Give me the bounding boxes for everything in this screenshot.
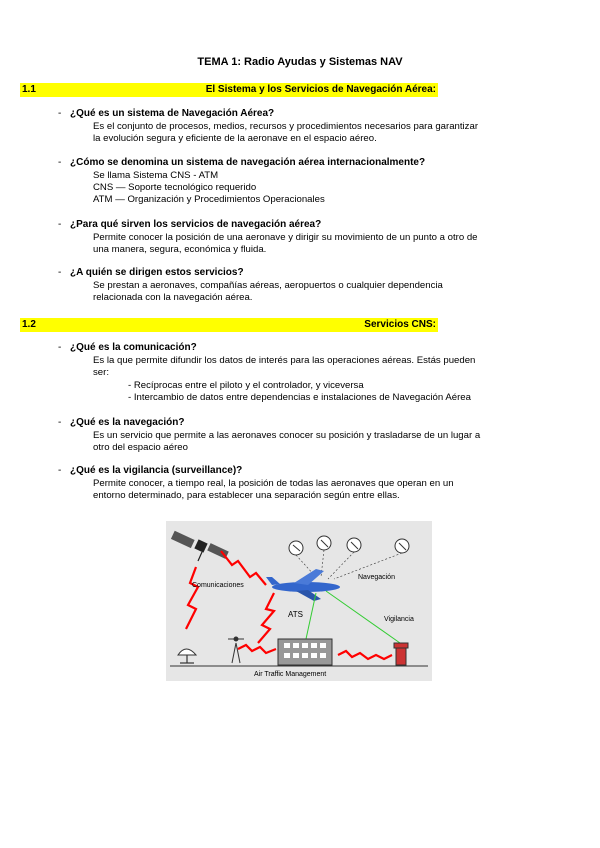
answer-line: Permite conocer la posición de una aeronave y dirigir su movimiento de un punto a otro de bbox=[93, 232, 478, 243]
answer-block bbox=[93, 280, 548, 304]
question-text: ¿Qué es la comunicación? bbox=[70, 342, 197, 353]
bullet-dash: - bbox=[58, 465, 62, 476]
sub-item: - Intercambio de datos entre dependencias e instalaciones de Navegación Aérea bbox=[128, 392, 471, 403]
cns-atm-diagram bbox=[166, 521, 432, 681]
answer-line: Permite conocer, a tiempo real, la posición de todas las aeronaves que operan en un bbox=[93, 478, 454, 489]
surveillance-label: Vigilancia bbox=[384, 616, 414, 623]
ats-label: ATS bbox=[288, 610, 303, 619]
answer-line: ATM — Organización y Procedimientos Operacionales bbox=[93, 194, 325, 205]
bullet-dash: - bbox=[58, 108, 62, 119]
answer-line: Se prestan a aeronaves, compañías aéreas, aeropuertos o cualquier dependencia bbox=[93, 280, 443, 291]
answer-line: Es la que permite difundir los datos de interés para las operaciones aéreas. Estás pueden bbox=[93, 355, 476, 366]
answer-block bbox=[93, 430, 548, 454]
section-heading-1-2 bbox=[20, 318, 438, 332]
question-text: ¿Qué es la navegación? bbox=[70, 417, 185, 428]
bullet-dash: - bbox=[58, 157, 62, 168]
atm-label: Air Traffic Management bbox=[254, 671, 327, 678]
bullet-dash: - bbox=[58, 417, 62, 428]
question-text: ¿Qué es la vigilancia (surveillance)? bbox=[70, 465, 243, 476]
answer-line: una manera, segura, económica y fluida. bbox=[93, 244, 267, 255]
answer-line: la evolución segura y eficiente de la aeronave en el espacio aéreo. bbox=[93, 133, 377, 144]
sub-item: - Recíprocas entre el piloto y el controlador, y viceversa bbox=[128, 380, 364, 391]
answer-line: Es el conjunto de procesos, medios, recursos y procedimientos necesarios para garantizar bbox=[93, 121, 479, 132]
answer-block bbox=[93, 121, 548, 145]
bullet-dash: - bbox=[58, 267, 62, 278]
atm-building-icon bbox=[278, 639, 332, 665]
section-title: Servicios CNS: bbox=[364, 319, 436, 330]
answer-block bbox=[93, 170, 548, 206]
answer-block bbox=[93, 232, 548, 256]
answer-line: relacionada con la navegación aérea. bbox=[93, 292, 253, 303]
answer-line: ser: bbox=[93, 367, 109, 378]
question-text: ¿A quién se dirigen estos servicios? bbox=[70, 267, 244, 278]
bullet-dash: - bbox=[58, 342, 62, 353]
question-text: ¿Para qué sirven los servicios de navegación aérea? bbox=[70, 219, 322, 230]
answer-block bbox=[93, 355, 548, 379]
answer-line: entorno determinado, para establecer una separación según entre ellas. bbox=[93, 490, 400, 501]
radar-tower-icon bbox=[394, 643, 408, 665]
answer-line: otro del espacio aéreo bbox=[93, 442, 188, 453]
answer-line: Se llama Sistema CNS - ATM bbox=[93, 170, 219, 181]
answer-line: Es un servicio que permite a las aeronaves conocer su posición y trasladarse de un lugar a bbox=[93, 430, 481, 441]
section-heading-1-1 bbox=[20, 83, 438, 97]
communications-label: Comunicaciones bbox=[192, 582, 244, 589]
question-text: ¿Cómo se denomina un sistema de navegación aérea internacionalmente? bbox=[70, 157, 426, 168]
section-number: 1.2 bbox=[22, 319, 36, 330]
page-title: TEMA 1: Radio Ayudas y Sistemas NAV bbox=[197, 56, 403, 68]
question-text: ¿Qué es un sistema de Navegación Aérea? bbox=[70, 108, 275, 119]
section-number: 1.1 bbox=[22, 84, 36, 95]
answer-block bbox=[93, 478, 548, 502]
navigation-label: Navegación bbox=[358, 574, 395, 581]
bullet-dash: - bbox=[58, 219, 62, 230]
sub-list bbox=[128, 380, 471, 404]
section-title: El Sistema y los Servicios de Navegación Aérea: bbox=[205, 84, 436, 95]
answer-line: CNS — Soporte tecnológico requerido bbox=[93, 182, 257, 193]
